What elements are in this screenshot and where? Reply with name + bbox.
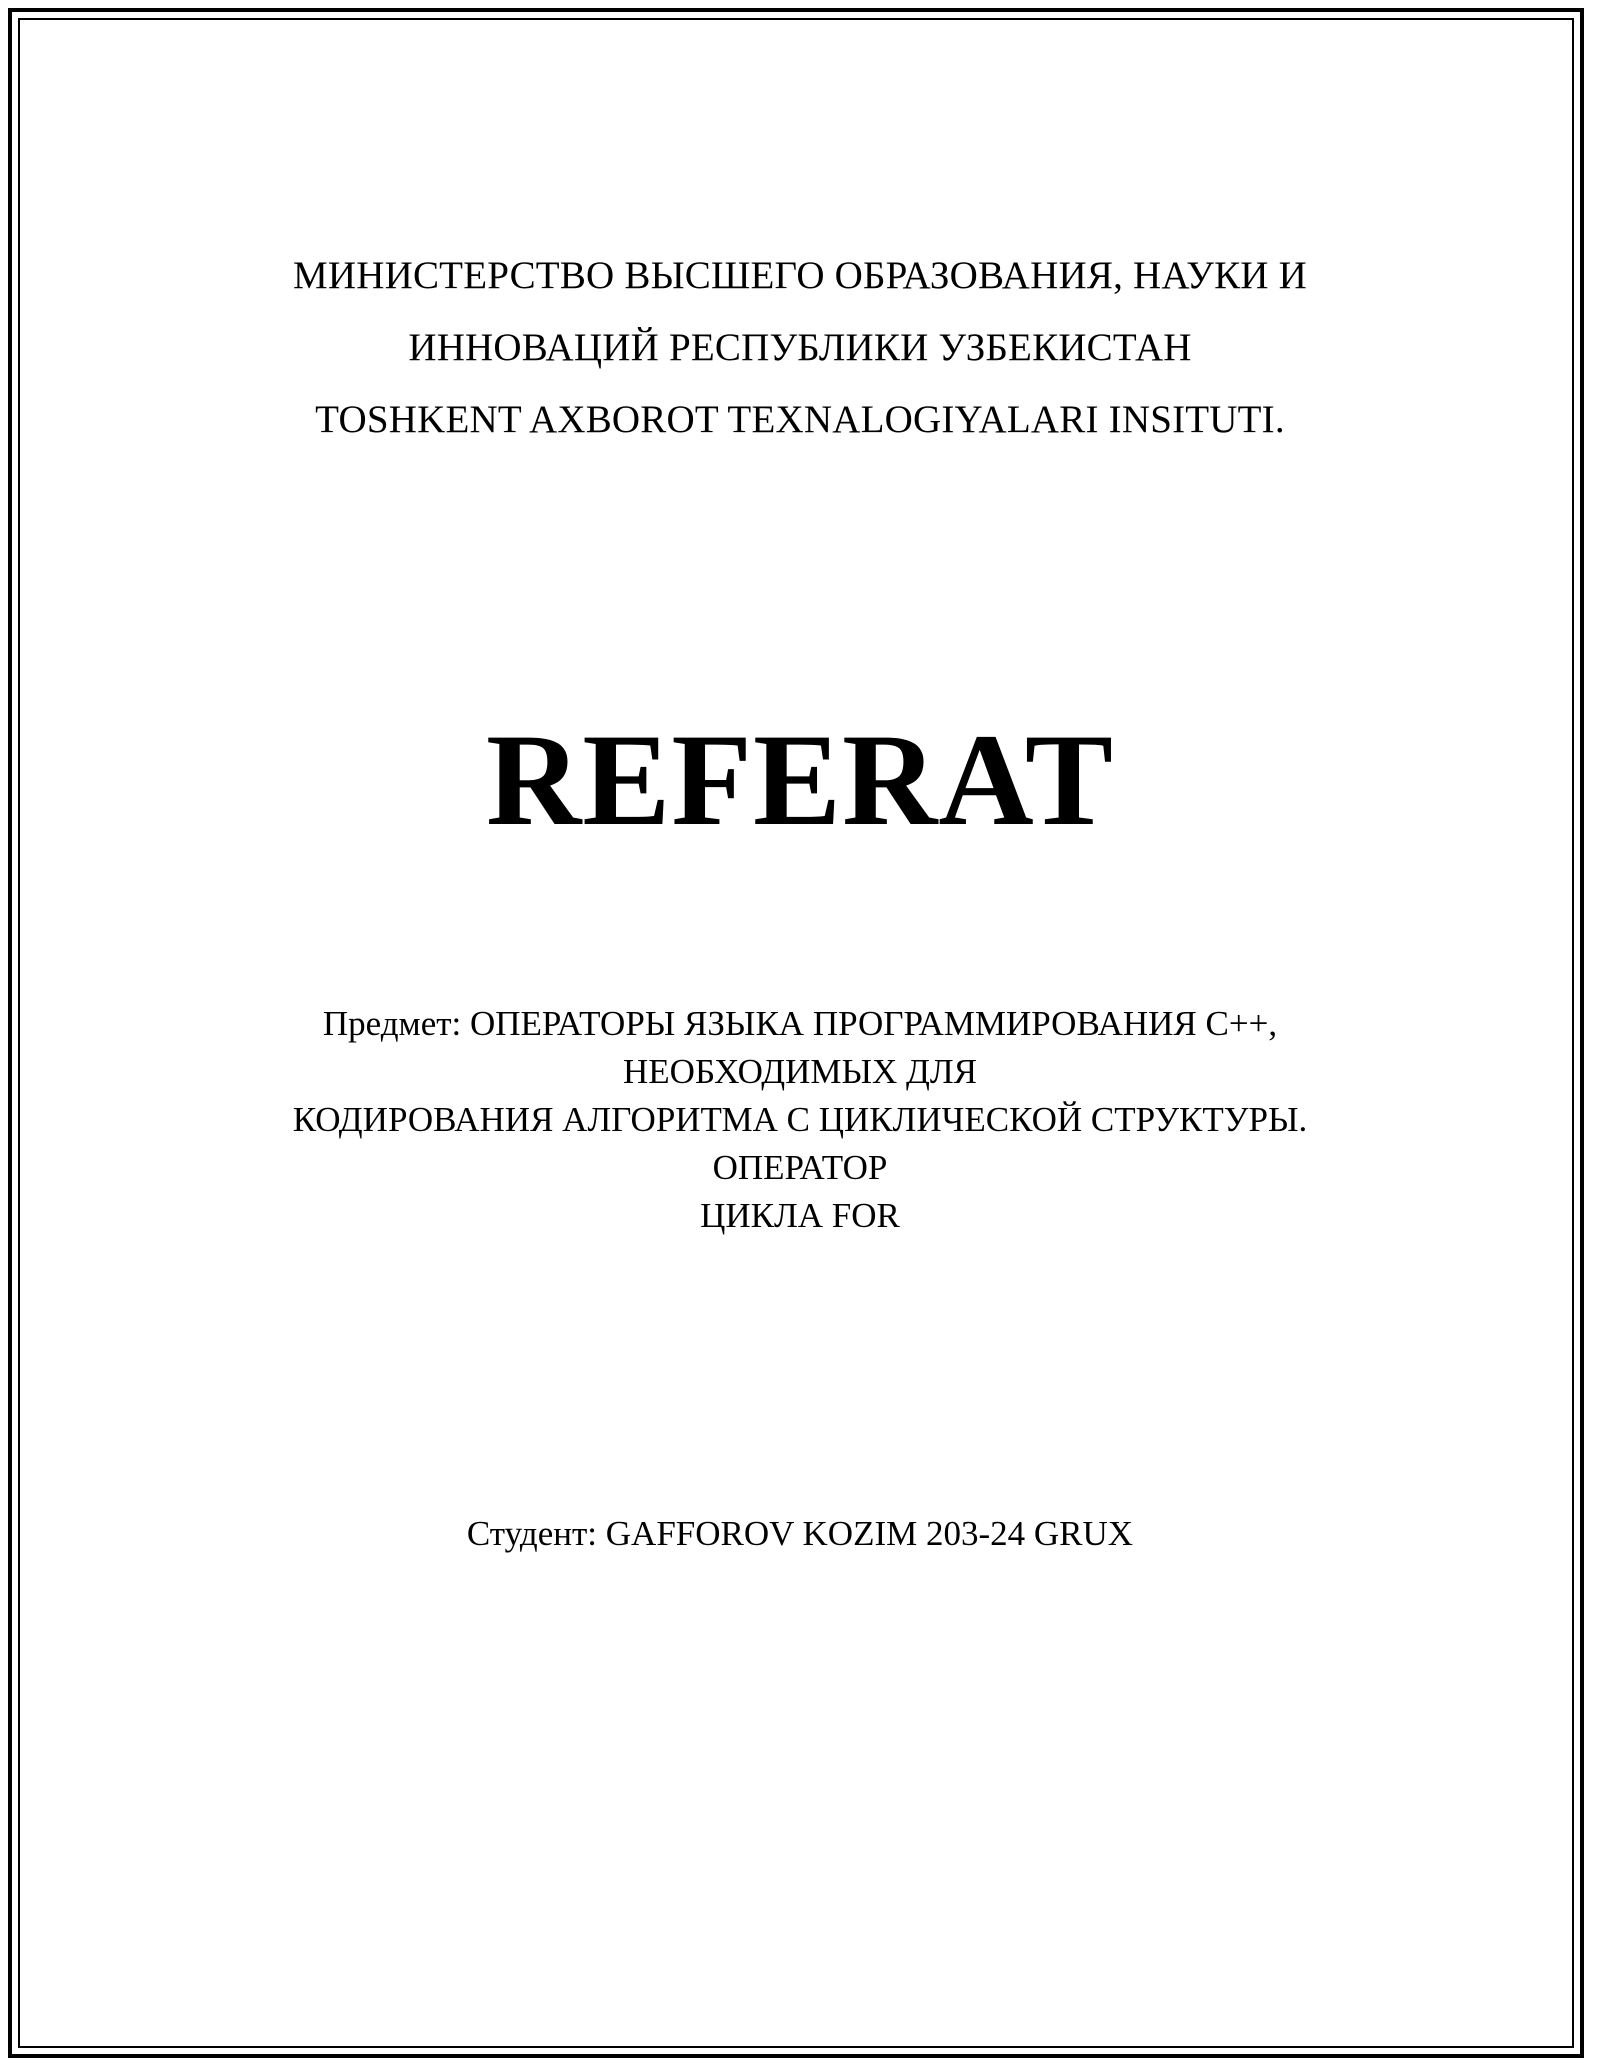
header-line-3: TOSHKENT AXBOROT TEXNALOGIYALARI INSITUTI. [315, 398, 1285, 441]
document-title: REFERAT [486, 706, 1114, 853]
header-line-2: ИННОВАЦИЙ РЕСПУБЛИКИ УЗБЕКИСТАН [408, 326, 1192, 369]
institution-header [0, 240, 1600, 456]
subject-line-5: ЦИКЛА FOR [700, 1196, 900, 1235]
subject-block [0, 1000, 1600, 1240]
subject-line-3: КОДИРОВАНИЯ АЛГОРИТМА С ЦИКЛИЧЕСКОЙ СТРУКТУРЫ. [292, 1100, 1308, 1139]
header-line-1: МИНИСТЕРСТВО ВЫСШЕГО ОБРАЗОВАНИЯ, НАУКИ И [293, 254, 1307, 297]
subject-line-1: Предмет: ОПЕРАТОРЫ ЯЗЫКА ПРОГРАММИРОВАНИЯ C++, [322, 1004, 1278, 1043]
student-line: Студент: GAFFOROV KOZIM 203-24 GRUX [466, 1514, 1134, 1553]
subject-line-4: ОПЕРАТОР [712, 1148, 888, 1187]
subject-line-2: НЕОБХОДИМЫХ ДЛЯ [623, 1052, 977, 1091]
